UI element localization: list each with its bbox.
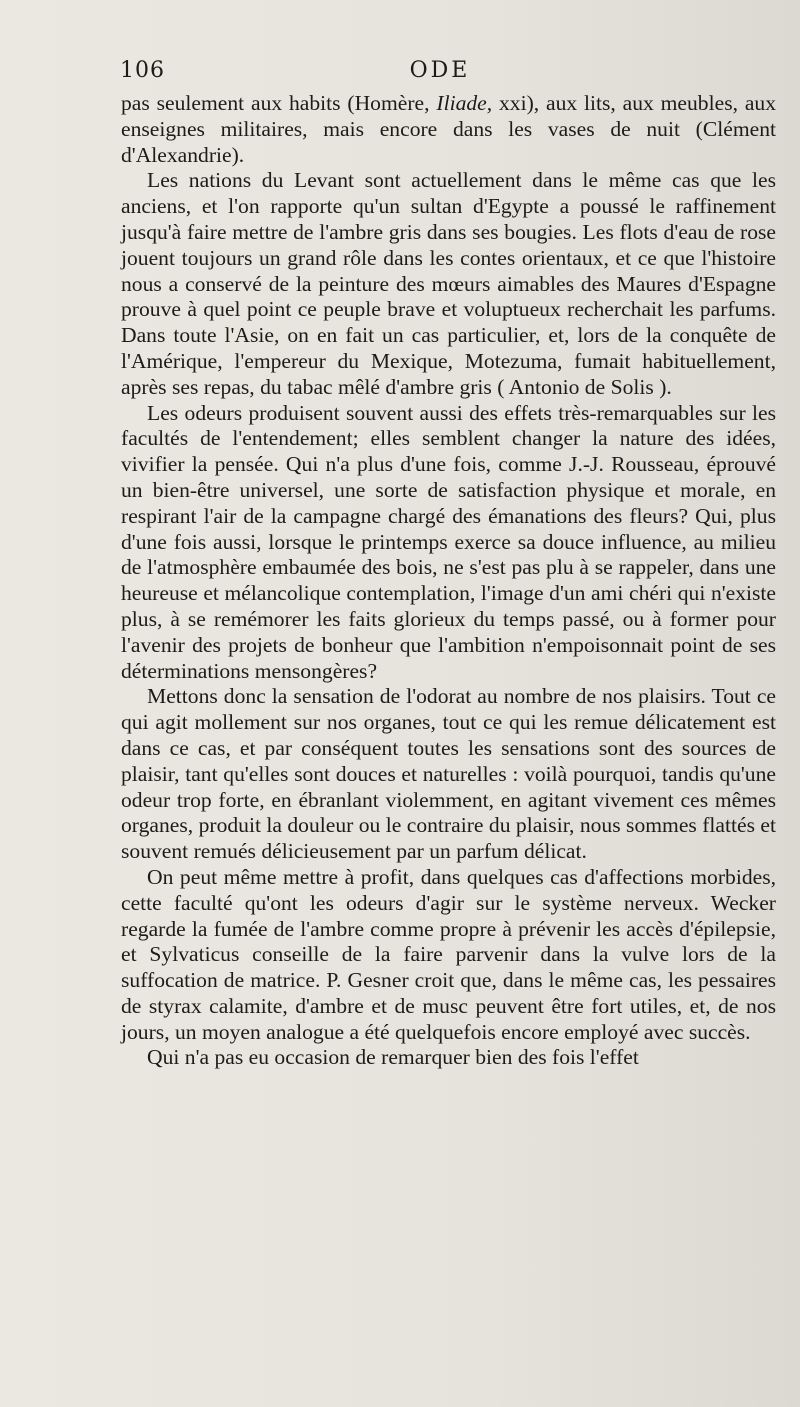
paragraph-text: xxi), aux lits, aux meubles, aux enseignes militaires, mais encore dans les vases de nuit (Clément d'Alexandrie).	[121, 91, 776, 167]
running-title: ODE	[409, 58, 471, 83]
paragraph: Mettons donc la sensation de l'odorat au nombre de nos plaisirs. Tout ce qui agit mollement sur nos organes, tout ce qui les remue délicatement est dans ce cas, et par conséquent toutes les sensations sont des sources de plaisir, tant qu'elles sont douces et naturelles : voilà pourquoi, tandis qu'une odeur trop forte, en ébranlant violemment, en agitant vivement ces mêmes organes, produit la douleur ou le contraire du plaisir, nous sommes flattés et souvent remués délicieusement par un parfum délicat.	[121, 684, 776, 864]
paragraph: On peut même mettre à profit, dans quelques cas d'affections morbides, cette faculté qu'ont les odeurs d'agir sur le système nerveux. Wecker regarde la fumée de l'ambre comme propre à prévenir les accès d'épilepsie, et Sylvaticus conseille de la faire parvenir dans la vulve lors de la suffocation de matrice. P. Gesner croit que, dans le même cas, les pessaires de styrax calamite, d'ambre et de musc peuvent être fort utiles, et, de nos jours, un moyen analogue a été quelquefois encore employé avec succès.	[121, 864, 776, 1044]
citation-title: Iliade,	[436, 91, 493, 115]
paragraph: Les odeurs produisent souvent aussi des effets très-remarquables sur les facultés de l'entendement; elles semblent changer la nature des idées, vivifier la pensée. Qui n'a plus d'une fois, comme J.-J. Rousseau, éprouvé un bien-être universel, une sorte de satisfaction physique et morale, en respirant l'air de la campagne chargé des émanations des fleurs? Qui, plus d'une fois aussi, lorsque le printemps exerce sa douce influence, au milieu de l'atmosphère embaumée des bois, ne s'est pas plu à se rappeler, dans une heureuse et mélancolique contemplation, l'image d'un ami chéri qui n'existe plus, à se remémorer les faits glorieux du temps passé, ou à former pour l'avenir des projets de bonheur que l'ambition n'empoisonnait point de ses déterminations mensongères?	[121, 400, 776, 683]
paragraph: Les nations du Levant sont actuellement dans le même cas que les anciens, et l'on rapporte qu'un sultan d'Egypte a poussé le raffinement jusqu'à faire mettre de l'ambre gris dans ses bougies. Les flots d'eau de rose jouent toujours un grand rôle dans les contes orientaux, et ce que l'histoire nous a conservé de la peinture des mœurs aimables des Maures d'Espagne prouve à quel point ce peuple brave et voluptueux recherchait les parfums. Dans toute l'Asie, on en fait un cas particulier, et, lors de la conquête de l'Amérique, l'empereur du Mexique, Motezuma, fumait habituellement, après ses repas, du tabac mêlé d'ambre gris ( Antonio de Solis ).	[121, 168, 776, 399]
paragraph-text: pas seulement aux habits (Homère,	[121, 91, 437, 115]
body-text	[121, 91, 776, 1071]
paragraph: Qui n'a pas eu occasion de remarquer bien des fois l'effet	[147, 1045, 639, 1070]
paragraph-continuation	[121, 91, 776, 168]
page-header	[120, 58, 760, 88]
page-number: 106	[120, 58, 165, 83]
